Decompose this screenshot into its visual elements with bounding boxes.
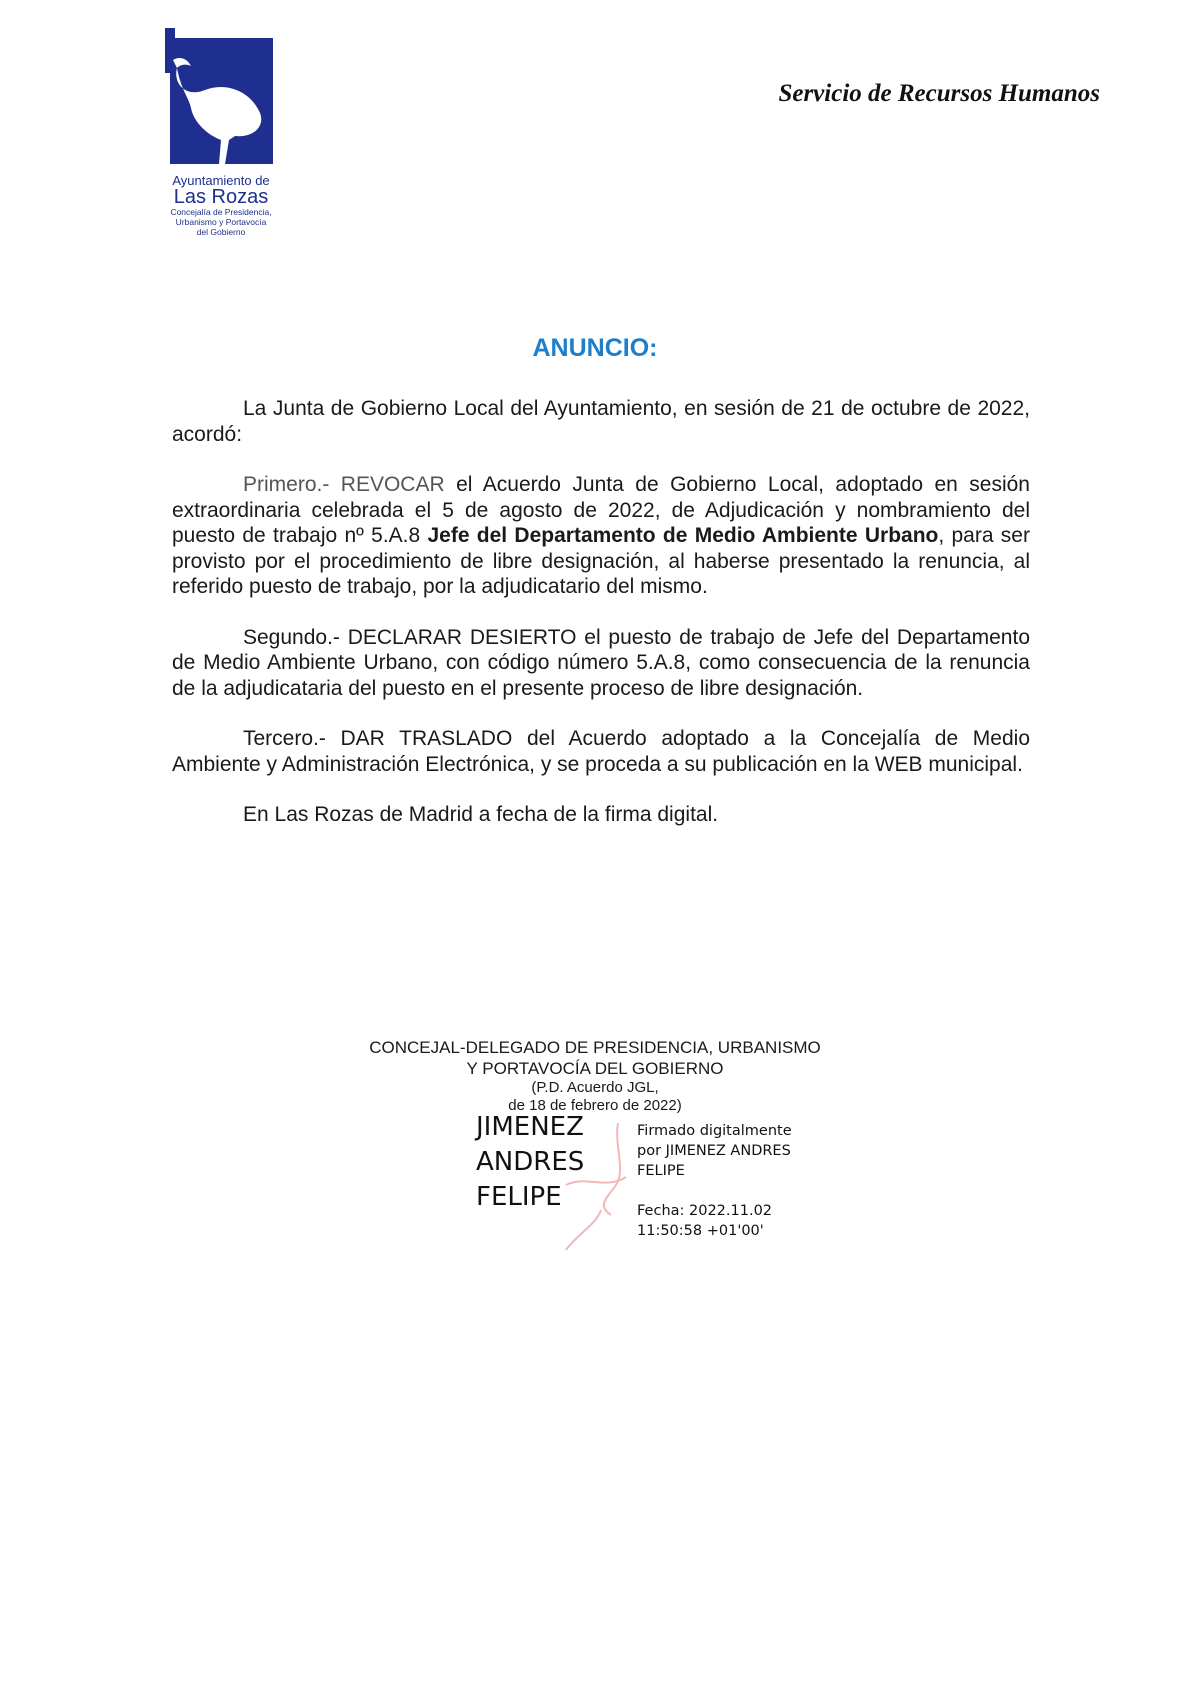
logo-subtitle: [155, 208, 287, 237]
tercero-paragraph: Tercero.- DAR TRASLADO del Acuerdo adoptado a la Concejalía de Medio Ambiente y Administración Electrónica, y se proceda a su publicación en la WEB municipal.: [172, 727, 1030, 776]
municipal-logo: [155, 28, 287, 237]
logo-subtitle-line: Urbanismo y Portavocía: [175, 216, 267, 227]
logo-line1: Ayuntamiento de: [172, 173, 270, 188]
primero-position-name: Jefe del Departamento de Medio Ambiente Urbano: [427, 524, 939, 547]
primero-text-before: el Acuerdo Junta de Gobierno Local, adoptado en sesión extraordinaria celebrada el 5 de agosto de 2022, de Adjudicación y nombramiento del puesto de trabajo nº 5.A.8: [172, 473, 1030, 547]
signer-name-line: ANDRES: [476, 1147, 585, 1177]
signer-name-line: JIMENEZ: [476, 1112, 584, 1142]
signature-date: Fecha: 2022.11.02: [637, 1203, 773, 1219]
signature-info-line: por JIMENEZ ANDRES: [637, 1143, 791, 1159]
signer-name-line: FELIPE: [476, 1182, 562, 1212]
signatory-role: CONCEJAL-DELEGADO DE PRESIDENCIA, URBANISMO: [369, 1038, 821, 1057]
logo-subtitle-line: del Gobierno: [196, 226, 246, 237]
signatory-block: [0, 1037, 1190, 1115]
primero-label: Primero.- REVOCAR: [243, 473, 445, 496]
department-name: Servicio de Recursos Humanos: [778, 80, 1100, 107]
document-title: ANUNCIO:: [532, 334, 658, 362]
closing-paragraph: En Las Rozas de Madrid a fecha de la firma digital.: [243, 803, 719, 826]
digital-signature-info: [637, 1121, 792, 1241]
intro-paragraph: La Junta de Gobierno Local del Ayuntamiento, en sesión de 21 de octubre de 2022, acordó:: [172, 397, 1030, 446]
logo-subtitle-line: Concejalía de Presidencia,: [170, 207, 272, 217]
logo-line2: Las Rozas: [173, 186, 269, 208]
document-body: [172, 396, 1030, 853]
bird-emblem-icon: [165, 28, 275, 170]
signature-time: 11:50:58 +01'00': [637, 1223, 764, 1239]
primero-text-after: , para ser provisto por el procedimiento de libre designación, al haberse presentado la renuncia, al referido puesto de trabajo, por la adjudicatario del mismo.: [172, 524, 1030, 598]
delegation-reference: de 18 de febrero de 2022): [508, 1097, 682, 1114]
signature-info-line: FELIPE: [637, 1163, 685, 1179]
delegation-reference: (P.D. Acuerdo JGL,: [531, 1079, 659, 1096]
signatory-role: Y PORTAVOCÍA DEL GOBIERNO: [466, 1059, 724, 1078]
segundo-paragraph: Segundo.- DECLARAR DESIERTO el puesto de trabajo de Jefe del Departamento de Medio Ambiente Urbano, con código número 5.A.8, como consecuencia de la renuncia de la adjudicataria del puesto en el presente proceso de libre designación.: [172, 625, 1030, 700]
primero-paragraph: [172, 472, 1030, 600]
signature-watermark-icon: [556, 1115, 636, 1255]
signature-info-line: Firmado digitalmente: [637, 1123, 792, 1139]
